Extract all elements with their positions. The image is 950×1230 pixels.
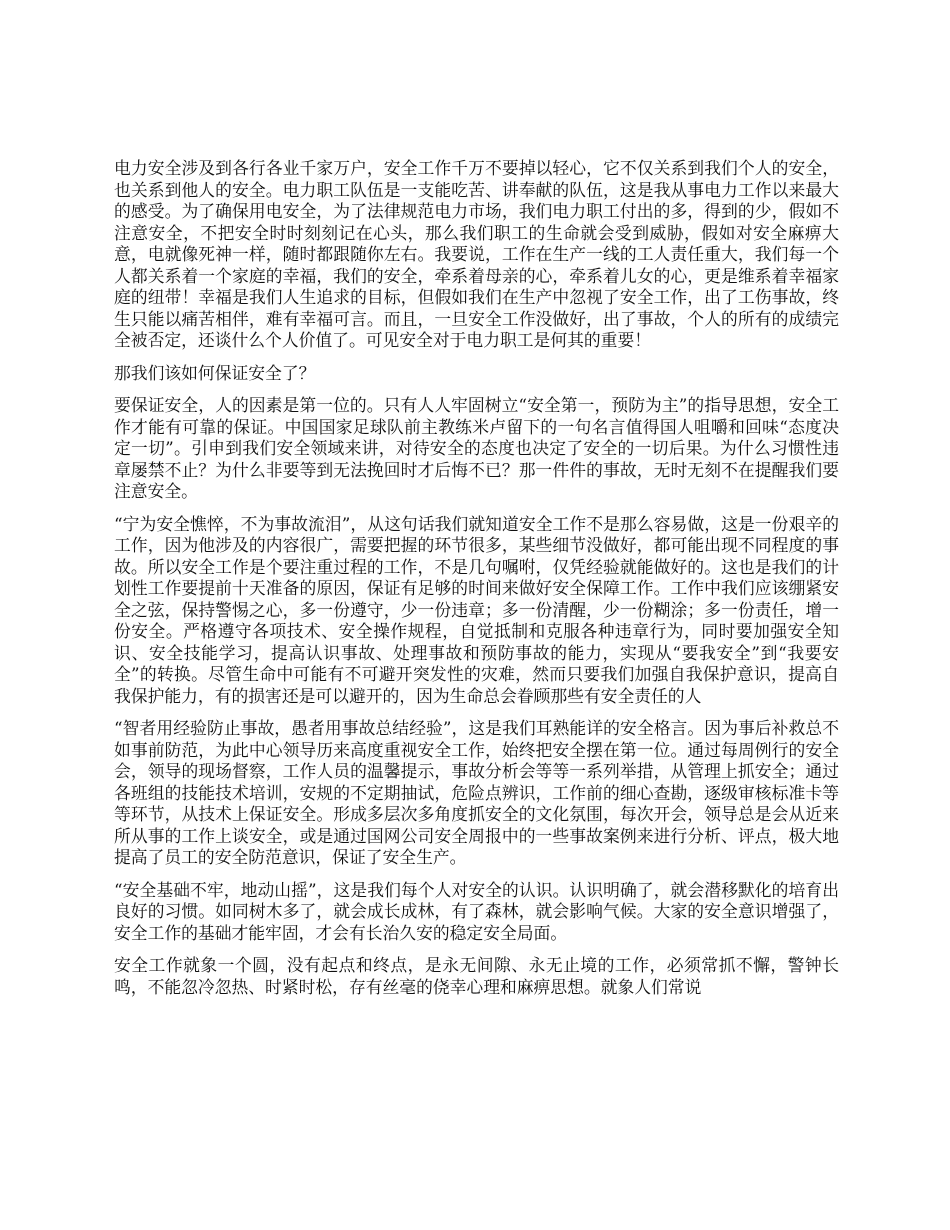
paragraph-2: 那我们该如何保证安全了？	[114, 362, 316, 383]
paragraph-1: 电力安全涉及到各行各业千家万户，安全工作千万不要掉以轻心，它不仅关系到我们个人的安全，也关系到他人的安全。电力职工队伍是一支能吃苦、讲奉献的队伍，这是我从事电力工作以来最大的感受。为了确保用电安全，为了法律规范电力市场，我们电力职工付出的多，得到的少，假如不注意安全，不把安全时时刻刻记在心头，那么我们职工的生命就会受到威胁，假如对安全麻痹大意，电就像死神一样，随时都跟随你左右。我要说，工作在生产一线的工人责任重大，我们每一个人都关系着一个家庭的幸福，我们的安全，牵系着母亲的心，牵系着儿女的心，更是维系着幸福家庭的纽带！幸福是我们人生追求的目标，但假如我们在生产中忽视了安全工作，出了工伤事故，终生只能以痛苦相伴，难有幸福可言。而且，一旦安全工作没做好，出了事故，个人的所有的成绩完全被否定，还谈什么个人价值了。可见安全对于电力职工是何其的重要！	[114, 158, 839, 350]
paragraph-4: “宁为安全憔悴，不为事故流泪”，从这句话我们就知道安全工作不是那么容易做，这是一份艰辛的工作，因为他涉及的内容很广，需要把握的环节很多，某些细节没做好，都可能出现不同程度的事故。所以安全工作是个要注重过程的工作，不是几句嘱咐，仅凭经验就能做好的。这也是我们的计划性工作要提前十天准备的原因，保证有足够的时间来做好安全保障工作。工作中我们应该绷紧安全之弦，保持警惕之心，多一份遵守，少一份违章；多一份清醒，少一份糊涂；多一份责任，增一份安全。严格遵守各项技术、安全操作规程，自觉抵制和克服各种违章行为，同时要加强安全知识、安全技能学习，提高认识事故、处理事故和预防事故的能力，实现从“要我安全”到“我要安全”的转换。尽管生命中可能有不可避开突发性的灾难，然而只要我们加强自我保护意识，提高自我保护能力，有的损害还是可以避开的，因为生命总会眷顾那些有安全责任的人	[114, 513, 839, 706]
paragraph-7: 安全工作就象一个圆，没有起点和终点，是永无间隙、永无止境的工作，必须常抓不懈，警钟长鸣，不能忽冷忽热、时紧时松，存有丝毫的侥幸心理和麻痹思想。就象人们常说	[114, 955, 839, 997]
paragraph-3: 要保证安全，人的因素是第一位的。只有人人牢固树立“安全第一，预防为主”的指导思想，安全工作才能有可靠的保证。中国国家足球队前主教练米卢留下的一句名言值得国人咀嚼和回味“态度决定一切”。引申到我们安全领域来讲，对待安全的态度也决定了安全的一切后果。为什么习惯性违章屡禁不止？为什么非要等到无法挽回时才后悔不已？那一件件的事故，无时无刻不在提醒我们要注意安全。	[114, 395, 839, 501]
document-body	[114, 158, 839, 1009]
paragraph-5: “智者用经验防止事故，愚者用事故总结经验”，这是我们耳熟能详的安全格言。因为事后补救总不如事前防范，为此中心领导历来高度重视安全工作，始终把安全摆在第一位。通过每周例行的安全会，领导的现场督察，工作人员的温馨提示，事故分析会等等一系列举措，从管理上抓安全；通过各班组的技能技术培训，安规的不定期抽试，危险点辨识，工作前的细心查勘，逐级审核标准卡等等环节，从技术上保证安全。形成多层次多角度抓安全的文化氛围，每次开会，领导总是会从近来所从事的工作上谈安全，或是通过国网公司安全周报中的一些事故案例来进行分析、评点，极大地提高了员工的安全防范意识，保证了安全生产。	[114, 718, 839, 867]
paragraph-6: “安全基础不牢，地动山摇”，这是我们每个人对安全的认识。认识明确了，就会潜移默化的培育出良好的习惯。如同树木多了，就会成长成林，有了森林，就会影响气候。大家的安全意识增强了，安全工作的基础才能牢固，才会有长治久安的稳定安全局面。	[114, 879, 839, 943]
